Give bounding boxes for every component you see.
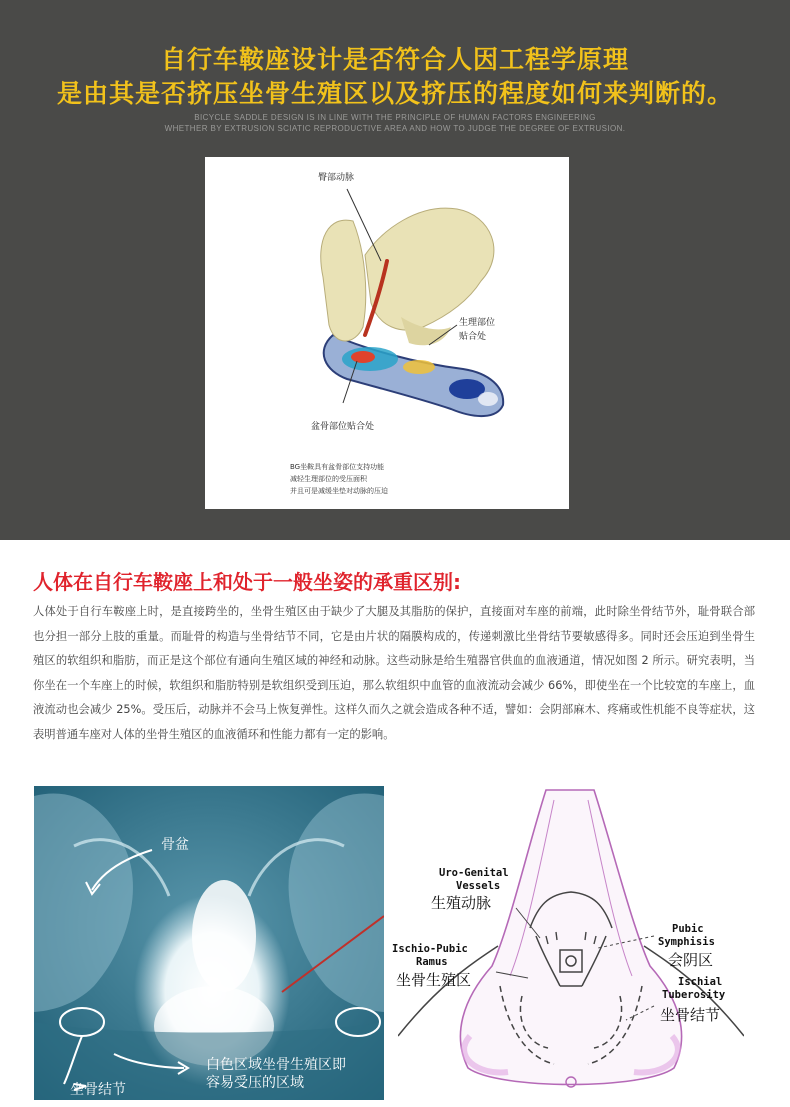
pelvis-note-line2: 减轻生理部位的受压面积	[290, 475, 367, 483]
pelvis-note-line1: BG坐鞍具有盆骨部位支持功能	[290, 463, 385, 471]
label-ischio-pubic-cn: 坐骨生殖区	[396, 971, 472, 989]
hero-subtitle-line1: BICYCLE SADDLE DESIGN IS IN LINE WITH THE PRINCIPLE OF HUMAN FACTORS ENGINEERING	[194, 113, 596, 122]
pelvis-figure	[205, 157, 569, 509]
label-ischial-tuberosity-en-1: Ischial	[678, 976, 723, 988]
hero-subtitle-line2: WHETHER BY EXTRUSION SCIATIC REPRODUCTIVE AREA AND HOW TO JUDGE THE DEGREE OF EXTRUSION.	[164, 124, 626, 133]
label-uro-genital-en-1: Uro-Genital	[439, 867, 509, 879]
label-ischial-tuberosity-cn: 坐骨结节	[660, 1006, 721, 1024]
label-uro-genital-en-2: Vessels	[456, 880, 501, 892]
hero-title-line2: 是由其是否挤压坐骨生殖区以及挤压的程度如何来判断的。	[56, 79, 733, 108]
label-pubic-symphisis-en-2: Symphisis	[658, 936, 715, 948]
hero-title-line1: 自行车鞍座设计是否符合人因工程学原理	[160, 45, 629, 74]
label-ischio-pubic-en-2: Ramus	[416, 956, 448, 968]
xray-figure	[34, 786, 384, 1100]
pelvis-illustration	[205, 157, 569, 509]
xray-label-white-line1: 白色区域坐骨生殖区即	[206, 1057, 346, 1073]
label-pelvic-fit: 盆骨部位贴合处	[311, 422, 375, 432]
label-uro-genital-cn: 生殖动脉	[431, 894, 492, 912]
pelvis-note-line3: 并且可是减缓坐垫对动脉的压迫	[290, 487, 388, 495]
label-ischial-tuberosity-en-2: Tuberosity	[662, 989, 726, 1001]
hero-banner	[0, 0, 790, 540]
saddle-anatomy-diagram	[392, 786, 744, 1100]
section-title: 人体在自行车鞍座上和处于一般坐姿的承重区别:	[33, 570, 461, 594]
section-paragraph: 人体处于自行车鞍座上时，是直接跨坐的，坐骨生殖区由于缺少了大腿及其脂肪的保护，直接面对车座的前端，此时除坐骨结节外，耻骨联合部也分担一部分上肢的重量。而耻骨的构造与坐骨结节不同，它是由片状的隔膜构成的，传递刺激比坐骨结节要敏感得多。同时还会压迫到坐骨生殖区的软组织和脂肪，而正是这个部位有通向生殖区域的神经和动脉。这些动脉是给生殖器官供血的血液通道，情况如图 2 所示。研究表明，当你坐在一个车座上的时候，软组织和脂肪特别是软组织受到压迫，那么软组织中血管的血液流动会减少 66%，即使坐在一个比较宽的车座上，血液流动也会减少 25%。受压后，动脉并不会马上恢复弹性。这样久而久之就会造成各种不适，譬如：会阴部麻木、疼痛或性机能不良等症状，这表明普通车座对人体的坐骨生殖区的血液循环和性能力都有一定的影响。	[33, 605, 755, 741]
xray-image	[34, 786, 384, 1100]
label-physio-line2: 贴合处	[459, 332, 487, 342]
label-pubic-symphisis-cn: 会阴区	[668, 951, 714, 969]
label-ischio-pubic-en-1: Ischio-Pubic	[392, 943, 468, 955]
label-buttock-artery: 臀部动脉	[318, 173, 355, 183]
xray-label-tuberosity: 坐骨结节	[70, 1082, 126, 1098]
label-pubic-symphisis-en-1: Pubic	[672, 923, 704, 935]
label-physio-line1: 生理部位	[459, 318, 496, 328]
xray-label-pelvis: 骨盆	[161, 837, 189, 853]
xray-label-white-line2: 容易受压的区域	[206, 1075, 304, 1091]
